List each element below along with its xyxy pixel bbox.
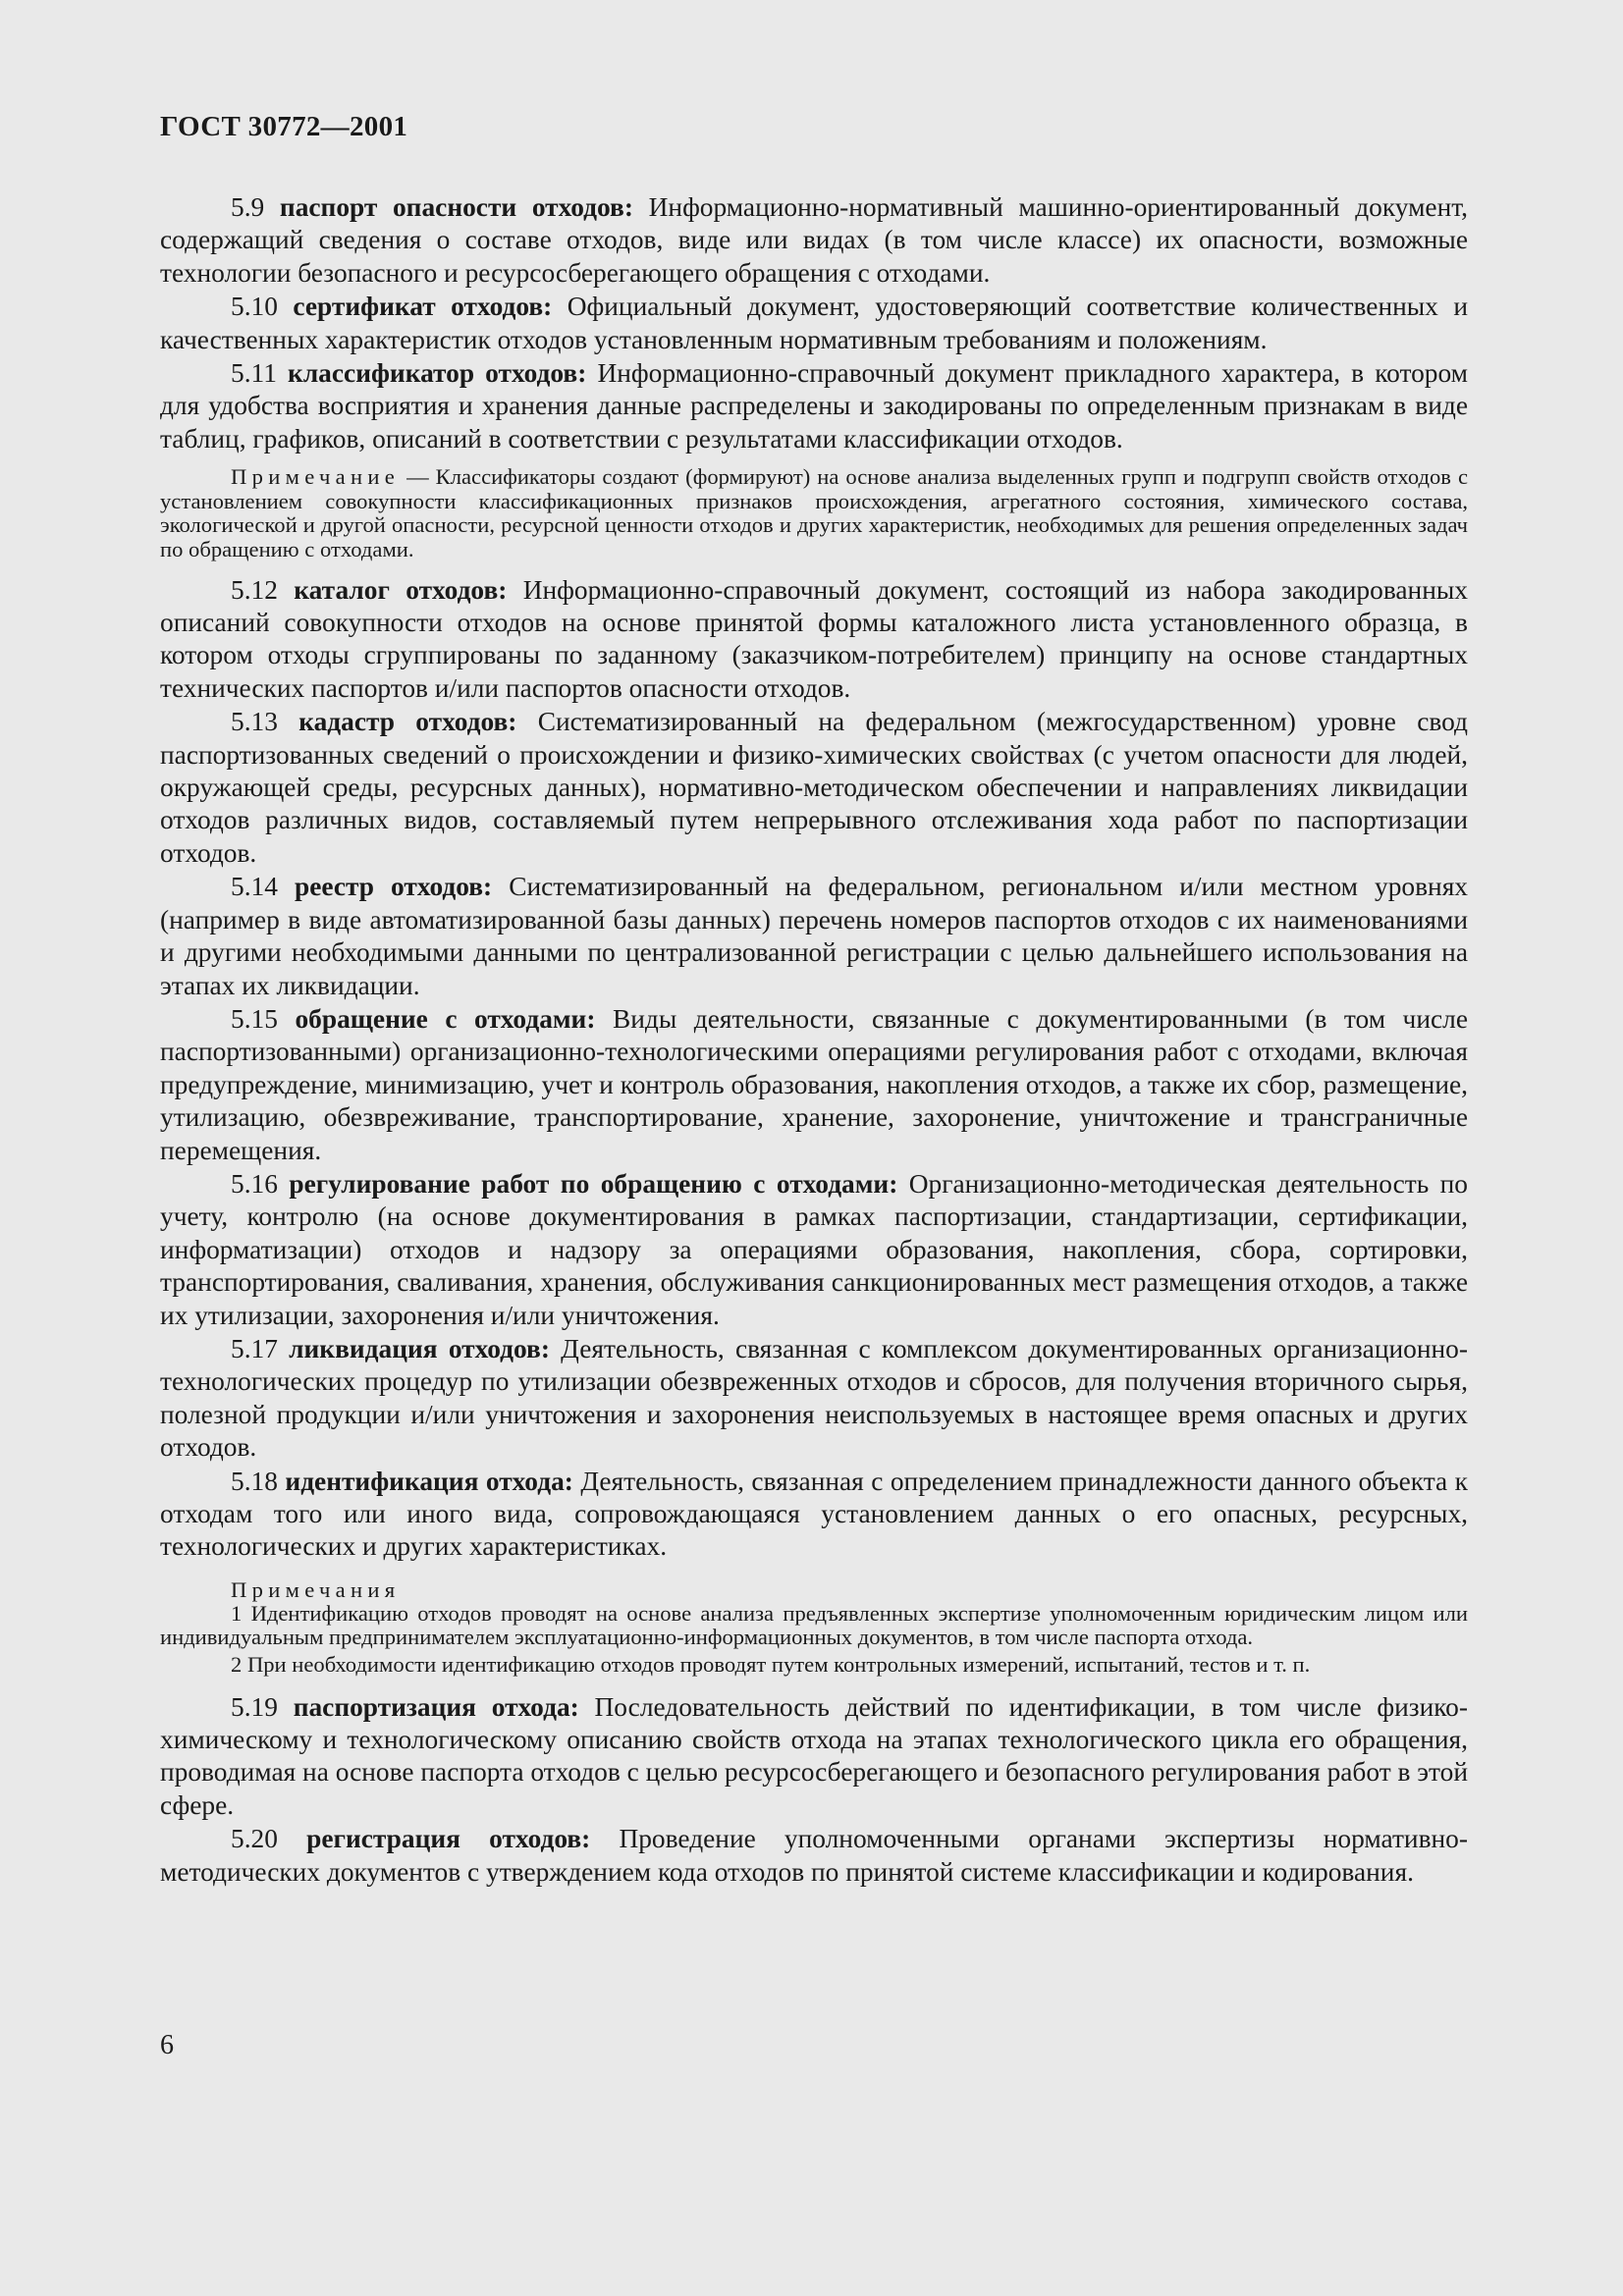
note-item-1: 1 Идентификацию отходов проводят на основе анализа предъявленных экспертизе уполномоченным юридическим лицом или индивидуальным предпринимателем эксплуатационно-информационных документов, в том числе паспорта отхода.: [160, 1600, 1468, 1650]
definition-5-15: [160, 1003, 1468, 1167]
clause-number: 5.20: [231, 1824, 278, 1854]
standard-header: ГОСТ 30772—2001: [160, 111, 408, 142]
clause-number: 5.9: [231, 192, 265, 222]
clause-number: 5.13: [231, 707, 278, 737]
definition-term: кадастр отходов:: [298, 707, 517, 737]
definition-term: паспортизация отхода:: [293, 1691, 579, 1722]
definition-5-18: [160, 1466, 1468, 1564]
note-item-2: 2 При необходимости идентификацию отходов проводят путем контрольных измерений, испытаний, тестов и т. п.: [231, 1652, 1311, 1677]
definition-text: Информационно-справочный документ, состоящий из набора закодированных описаний совокупности отходов на основе принятой формы каталожного листа установленного образца, в котором отходы сгруппированы по заданному (заказчиком-потребителем) принципу на основе стандартных технических паспортов и/или паспортов опасности отходов.: [160, 574, 1468, 703]
definition-text: Последовательность действий по идентификации, в том числе физико-химическому и технологическому описанию свойств отхода на этапах технологического цикла его обращения, проводимая на основе паспорта отходов с целью ресурсосберегающего и безопасного регулирования работ в этой сфере.: [160, 1691, 1469, 1820]
definition-text: Систематизированный на федеральном (межгосударственном) уровне свод паспортизованных сведений о происхождении и физико-химических свойствах (с учетом опасности для людей, окружающей среды, ресурсных данных), нормативно-методическом обеспечении и направлениях ликвидации отходов различных видов, составляемый путем непрерывного отслеживания хода работ по паспортизации отходов.: [160, 707, 1468, 868]
note-text: — Классификаторы создают (формируют) на основе анализа выделенных групп и подгрупп свойств отходов с установлением совокупности классификационных признаков происхождения, агрегатного состояния, химического состава, экологической и другой опасности, ресурсной ценности отходов и других характеристик, необходимых для решения определенных задач по обращению с отходами.: [160, 464, 1468, 562]
clause-number: 5.17: [231, 1333, 278, 1363]
definition-term: каталог отходов:: [294, 574, 508, 605]
clause-number: 5.11: [231, 358, 277, 389]
clause-number: 5.15: [231, 1003, 278, 1034]
definition-5-16: [160, 1168, 1468, 1332]
notes-title: Примечания: [231, 1576, 401, 1602]
definition-term: регистрация отходов:: [306, 1824, 591, 1854]
definition-text: Информационно-справочный документ прикладного характера, в котором для удобства восприятия и хранения данные распределены и закодированы по определенным признакам в виде таблиц, графиков, описаний в соответствии с результатами классификации отходов.: [160, 358, 1468, 454]
definition-5-17: [160, 1333, 1468, 1465]
note-5-11: [160, 465, 1468, 561]
definition-text: Официальный документ, удостоверяющий соответствие количественных и качественных характеристик отходов установленным нормативным требованиям и положениям.: [160, 292, 1468, 354]
definition-5-12: [160, 574, 1468, 706]
definition-5-11: [160, 357, 1468, 455]
clause-number: 5.19: [231, 1691, 278, 1722]
definition-term: паспорт опасности отходов:: [279, 192, 633, 222]
page-number: 6: [160, 2030, 174, 2060]
definition-5-9: [160, 191, 1468, 290]
definition-term: идентификация отхода:: [285, 1466, 573, 1496]
definition-text: Виды деятельности, связанные с документированными (в том числе паспортизованными) организационно-технологическими операциями регулирования работ с отходами, включая предупреждение, минимизацию, учет и контроль образования, накопления отходов, а также их сбор, размещение, утилизацию, обезвреживание, транспортирование, хранение, захоронение, уничтожение и трансграничные перемещения.: [160, 1003, 1468, 1165]
definition-text: Информационно-нормативный машинно-ориентированный документ, содержащий сведения о составе отходов, виде или видах (в том числе классе) их опасности, возможные технологии безопасного и ресурсосберегающего обращения с отходами.: [160, 192, 1468, 288]
definition-term: ликвидация отходов:: [289, 1333, 550, 1363]
note-label: Примечание: [231, 464, 401, 490]
definition-text: Деятельность, связанная с комплексом документированных организационно-технологических процедур по утилизации обезвреженных отходов и сбросов, для получения вторичного сырья, полезной продукции и/или уничтожения и захоронения неиспользуемых в настоящее время опасных и других отходов.: [160, 1333, 1468, 1463]
definition-text: Систематизированный на федеральном, региональном и/или местном уровнях (например в виде автоматизированной базы данных) перечень номеров паспортов отходов с их наименованиями и другими необходимыми данными по централизованной регистрации с целью дальнейшего использования на этапах их ликвидации.: [160, 872, 1468, 1000]
definition-term: регулирование работ по обращению с отходами:: [289, 1168, 898, 1199]
clause-number: 5.10: [231, 292, 278, 322]
clause-number: 5.18: [231, 1466, 278, 1496]
definition-5-20: [160, 1823, 1468, 1889]
definition-text: Деятельность, связанная с определением принадлежности данного объекта к отходам того или иного вида, сопровождающаяся установлением данных о его опасных, ресурсных, технологических и других характеристиках.: [160, 1466, 1468, 1562]
clause-number: 5.12: [231, 574, 278, 605]
definition-5-10: [160, 291, 1468, 356]
definition-term: реестр отходов:: [294, 872, 493, 902]
definition-term: сертификат отходов:: [293, 292, 553, 322]
definition-5-13: [160, 706, 1468, 870]
definition-term: обращение с отходами:: [295, 1003, 596, 1034]
notes-5-18: [160, 1577, 1468, 1678]
definition-term: классификатор отходов:: [288, 358, 587, 389]
clause-number: 5.14: [231, 872, 278, 902]
definition-text: Проведение уполномоченными органами экспертизы нормативно-методических документов с утверждением кода отходов по принятой системе классификации и кодирования.: [160, 1824, 1468, 1887]
definition-text: Организационно-методическая деятельность по учету, контролю (на основе документирования в рамках паспортизации, стандартизации, сертификации, информатизации) отходов и надзору за операциями образования, накопления, сбора, сортировки, транспортирования, сваливания, хранения, обслуживания санкционированных мест размещения отходов, а также их утилизации, захоронения и/или уничтожения.: [160, 1168, 1468, 1330]
clause-number: 5.16: [231, 1168, 278, 1199]
definition-5-14: [160, 871, 1468, 1002]
page-content: [160, 191, 1468, 1890]
definition-5-19: [160, 1691, 1468, 1823]
